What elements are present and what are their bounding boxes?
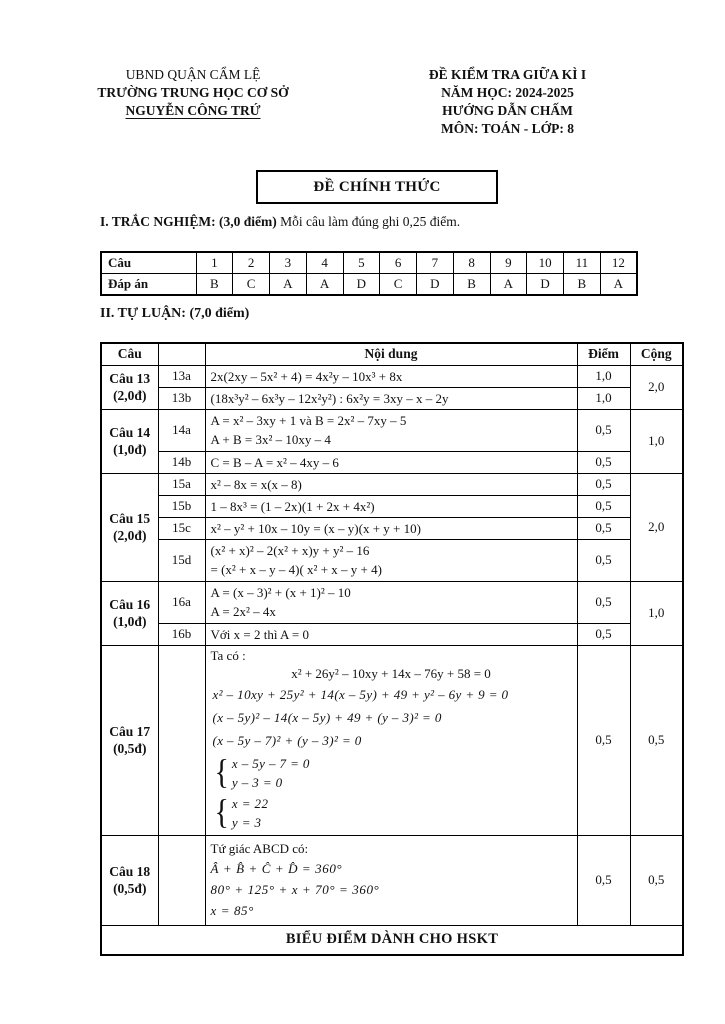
mcq-number: 12 <box>600 252 637 274</box>
q16b-content-cell: Với x = 2 thì A = 0 <box>205 623 577 645</box>
q14-points: (1,0đ) <box>113 442 147 457</box>
q17-label: Câu 17 <box>109 724 151 739</box>
q15c-score-cell: 0,5 <box>577 517 630 539</box>
mcq-number: 3 <box>270 252 307 274</box>
q17-eq1: x² – 10xy + 25y² + 14(x – 5y) + 49 + y² – 6y + 9 = 0 <box>212 686 509 702</box>
mcq-number: 11 <box>564 252 601 274</box>
mcq-number: 8 <box>453 252 490 274</box>
q17-content-cell <box>205 645 577 835</box>
mcq-answer: A <box>270 274 307 296</box>
left-brace-glyph: { <box>214 792 229 831</box>
q16-points: (1,0đ) <box>113 614 147 629</box>
grading-guide-line: HƯỚNG DẪN CHẤM <box>442 103 573 118</box>
q16a-id-cell: 16a <box>158 581 205 623</box>
row-14a <box>101 409 683 451</box>
q18-points: (0,5đ) <box>113 881 147 896</box>
q15-label-cell <box>101 473 158 581</box>
q16-label-cell <box>101 581 158 645</box>
q17-system2 <box>215 794 572 832</box>
q15d-line2: = (x² + x – y – 4)( x² + x – y + 4) <box>210 562 382 577</box>
row-15d <box>101 539 683 581</box>
q13-label: Câu 13 <box>109 371 151 386</box>
mcq-number-row <box>101 252 637 274</box>
q17-sys2-line1: x = 22 <box>231 795 269 811</box>
q16a-score-cell: 0,5 <box>577 581 630 623</box>
row-17 <box>101 645 683 835</box>
school-type-line: TRƯỜNG TRUNG HỌC CƠ SỞ <box>97 85 289 100</box>
q15-label: Câu 15 <box>109 511 151 526</box>
row-14b <box>101 451 683 473</box>
mcq-answer: A <box>600 274 637 296</box>
q14b-score-cell: 0,5 <box>577 451 630 473</box>
section1-heading <box>100 214 660 230</box>
mcq-number: 2 <box>233 252 270 274</box>
section1-subtitle: Mỗi câu làm đúng ghi 0,25 điểm. <box>276 214 461 229</box>
mcq-answer: D <box>527 274 564 296</box>
q15d-score-cell: 0,5 <box>577 539 630 581</box>
mcq-answer: D <box>417 274 454 296</box>
q17-intro: Ta có : <box>210 647 246 663</box>
q13-label-cell <box>101 365 158 409</box>
q14b-content-cell: C = B – A = x² – 4xy – 6 <box>205 451 577 473</box>
q13b-score-cell: 1,0 <box>577 387 630 409</box>
row-13a <box>101 365 683 387</box>
q13a-id-cell: 13a <box>158 365 205 387</box>
q18-label-cell <box>101 835 158 925</box>
mcq-number: 6 <box>380 252 417 274</box>
mcq-answer: B <box>453 274 490 296</box>
q15b-id-cell: 15b <box>158 495 205 517</box>
row-15c <box>101 517 683 539</box>
q15d-id-cell: 15d <box>158 539 205 581</box>
q15c-content-cell: x² – y² + 10x – 10y = (x – y)(x + y + 10) <box>205 517 577 539</box>
row-16b <box>101 623 683 645</box>
q17-eq2: (x – 5y)² – 14(x – 5y) + 49 + (y – 3)² = 0 <box>212 709 442 725</box>
mcq-number: 7 <box>417 252 454 274</box>
q15d-content-cell <box>205 539 577 581</box>
q17-id-cell <box>158 645 205 835</box>
q18-line1: Tứ giác ABCD có: <box>210 841 309 856</box>
q14-label: Câu 14 <box>109 425 151 440</box>
table-header-row <box>101 343 683 365</box>
q18-line2: Â + B̂ + Ĉ + D̂ = 360° <box>210 861 343 876</box>
q18-line3: 80° + 125° + x + 70° = 360° <box>210 882 380 897</box>
mcq-number: 9 <box>490 252 527 274</box>
q17-sys1-line1: x – 5y – 7 = 0 <box>231 755 310 771</box>
left-brace-glyph: { <box>214 752 229 791</box>
subject-grade-line: MÔN: TOÁN - LỚP: 8 <box>441 121 574 136</box>
mcq-answer: C <box>380 274 417 296</box>
q15-points: (2,0đ) <box>113 528 147 543</box>
q14a-content-cell <box>205 409 577 451</box>
q18-score-cell: 0,5 <box>577 835 630 925</box>
q17-points: (0,5đ) <box>113 741 147 756</box>
hskt-footer-row <box>101 925 683 955</box>
q14a-score-cell: 0,5 <box>577 409 630 451</box>
row-15b <box>101 495 683 517</box>
q16a-content-cell <box>205 581 577 623</box>
mcq-answer: C <box>233 274 270 296</box>
mcq-answer-table <box>100 251 638 296</box>
q17-system1 <box>215 754 572 792</box>
q14-total-cell: 1,0 <box>630 409 683 473</box>
mcq-number: 5 <box>343 252 380 274</box>
mcq-answer-row <box>101 274 637 296</box>
q15a-id-cell: 15a <box>158 473 205 495</box>
header-empty <box>158 343 205 365</box>
exam-title-line: ĐỀ KIỂM TRA GIỮA KÌ I <box>428 67 587 82</box>
q13b-content-cell: (18x³y² – 6x³y – 12x²y²) : 6x²y = 3xy – x – 2y <box>205 387 577 409</box>
authority-line: UBND QUẬN CẨM LỆ <box>125 67 261 82</box>
q16-label: Câu 16 <box>109 597 151 612</box>
q18-total-cell: 0,5 <box>630 835 683 925</box>
mcq-row1-label: Câu <box>101 252 196 274</box>
q16-total-cell: 1,0 <box>630 581 683 645</box>
q18-line4: x = 85° <box>210 903 254 918</box>
school-name-line: NGUYỄN CÔNG TRỨ <box>125 103 261 118</box>
q17-eq-center: x² + 26y² – 10xy + 14x – 76y + 58 = 0 <box>291 665 491 681</box>
row-15a <box>101 473 683 495</box>
q13-total-cell: 2,0 <box>630 365 683 409</box>
official-exam-box <box>256 170 498 204</box>
q14b-id-cell: 14b <box>158 451 205 473</box>
q14a-id-cell: 14a <box>158 409 205 451</box>
mcq-answer: A <box>306 274 343 296</box>
hskt-footer-label: BIỂU ĐIỂM DÀNH CHO HSKT <box>101 925 683 955</box>
q14-label-cell <box>101 409 158 473</box>
mcq-number: 1 <box>196 252 233 274</box>
q15a-content-cell: x² – 8x = x(x – 8) <box>205 473 577 495</box>
row-13b <box>101 387 683 409</box>
essay-answer-table <box>100 342 684 956</box>
section2-heading: II. TỰ LUẬN: (7,0 điểm) <box>100 306 250 321</box>
school-year-line: NĂM HỌC: 2024-2025 <box>441 85 574 100</box>
exam-title-block <box>400 66 615 138</box>
row-16a <box>101 581 683 623</box>
header-noidung: Nội dung <box>205 343 577 365</box>
q16b-id-cell: 16b <box>158 623 205 645</box>
q17-eq3: (x – 5y – 7)² + (y – 3)² = 0 <box>212 732 362 748</box>
mcq-answer: B <box>196 274 233 296</box>
header-cong: Cộng <box>630 343 683 365</box>
header-cau: Câu <box>101 343 158 365</box>
q16a-line1: A = (x – 3)² + (x + 1)² – 10 <box>210 585 351 600</box>
q17-sys1-line2: y – 3 = 0 <box>231 774 283 790</box>
section1-title: I. TRẮC NGHIỆM: (3,0 điểm) <box>100 214 277 229</box>
q17-score-cell: 0,5 <box>577 645 630 835</box>
q14a-line2: A + B = 3x² – 10xy – 4 <box>210 432 331 447</box>
mcq-answer: D <box>343 274 380 296</box>
q18-content-cell <box>205 835 577 925</box>
q15b-score-cell: 0,5 <box>577 495 630 517</box>
q13b-id-cell: 13b <box>158 387 205 409</box>
mcq-number: 10 <box>527 252 564 274</box>
q15b-content-cell: 1 – 8x³ = (1 – 2x)(1 + 2x + 4x²) <box>205 495 577 517</box>
q15c-id-cell: 15c <box>158 517 205 539</box>
row-18 <box>101 835 683 925</box>
mcq-number: 4 <box>306 252 343 274</box>
q15-total-cell: 2,0 <box>630 473 683 581</box>
official-exam-label: ĐỀ CHÍNH THỨC <box>313 178 441 195</box>
q13a-content-cell: 2x(2xy – 5x² + 4) = 4x²y – 10x³ + 8x <box>205 365 577 387</box>
q16b-score-cell: 0,5 <box>577 623 630 645</box>
q18-id-cell <box>158 835 205 925</box>
q17-total-cell: 0,5 <box>630 645 683 835</box>
mcq-answer: B <box>564 274 601 296</box>
q13-points: (2,0đ) <box>113 388 147 403</box>
q18-label: Câu 18 <box>109 864 151 879</box>
q13a-score-cell: 1,0 <box>577 365 630 387</box>
q14a-line1: A = x² – 3xy + 1 và B = 2x² – 7xy – 5 <box>210 413 407 428</box>
header-diem: Điểm <box>577 343 630 365</box>
q15d-line1: (x² + x)² – 2(x² + x)y + y² – 16 <box>210 543 370 558</box>
mcq-row2-label: Đáp án <box>101 274 196 296</box>
issuing-authority-block <box>78 66 308 120</box>
q15a-score-cell: 0,5 <box>577 473 630 495</box>
q17-label-cell <box>101 645 158 835</box>
q16a-line2: A = 2x² – 4x <box>210 604 276 619</box>
q17-sys2-line2: y = 3 <box>231 814 262 830</box>
mcq-answer: A <box>490 274 527 296</box>
